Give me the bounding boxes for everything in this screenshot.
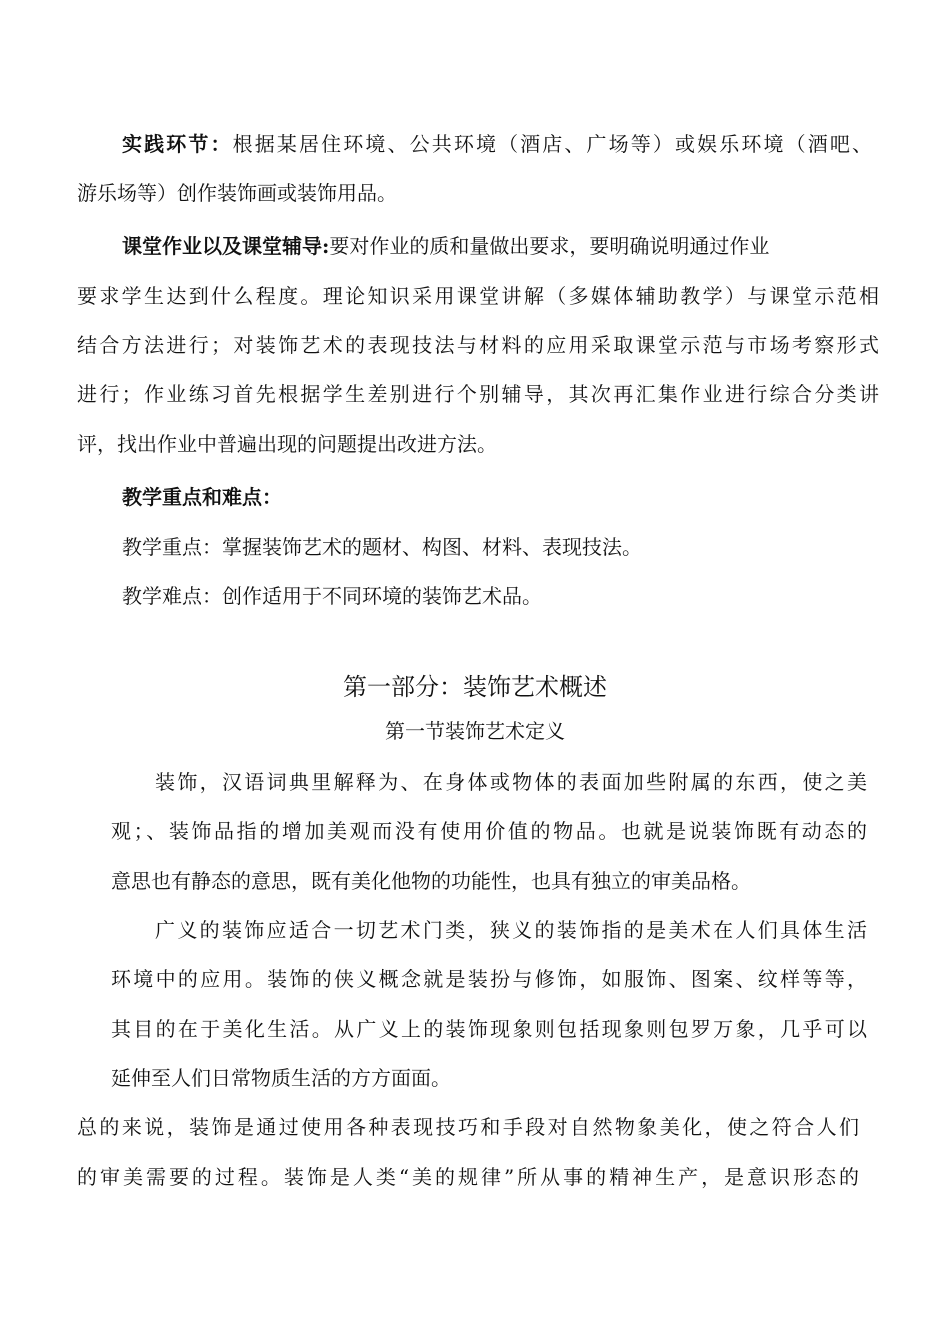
para2-line-3: 其目的在于美化生活。从广义上的装饰现象则包括现象则包罗万象，几乎可以 <box>111 1017 867 1041</box>
practice-line-2: 游乐场等）创作装饰画或装饰用品。 <box>77 181 397 205</box>
homework-text-1: 要对作业的质和量做出要求，要明确说明通过作业 <box>329 234 770 258</box>
homework-line-2: 要求学生达到什么程度。理论知识采用课堂讲解（多媒体辅助教学）与课堂示范相 <box>77 284 879 308</box>
homework-line-1 <box>122 233 769 259</box>
teaching-focus: 教学重点：掌握装饰艺术的题材、构图、材料、表现技法。 <box>122 535 642 559</box>
homework-line-3: 结合方法进行；对装饰艺术的表现技法与材料的应用采取课堂示范与市场考察形式 <box>77 333 879 357</box>
para3-line-1: 总的来说，装饰是通过使用各种表现技巧和手段对自然物象美化，使之符合人们 <box>77 1115 859 1139</box>
teaching-difficulty: 教学难点：创作适用于不同环境的装饰艺术品。 <box>122 584 542 608</box>
para1-line-2: 观；、装饰品指的增加美观而没有使用价值的物品。也就是说装饰既有动态的 <box>111 819 867 843</box>
practice-heading: 实践环节： <box>122 132 233 156</box>
homework-heading: 课堂作业以及课堂辅导: <box>122 234 330 258</box>
para1-line-1: 装饰，汉语词典里解释为、在身体或物体的表面加些附属的东西，使之美 <box>155 770 867 794</box>
para2-line-2: 环境中的应用。装饰的侠义概念就是装扮与修饰，如服饰、图案、纹样等等， <box>111 967 867 991</box>
para3-line-2: 的审美需要的过程。装饰是人类“美的规律”所从事的精神生产，是意识形态的 <box>77 1165 859 1189</box>
practice-text-1: 根据某居住环境、公共环境（酒店、广场等）或娱乐环境（酒吧、 <box>232 132 873 156</box>
practice-line-1 <box>122 131 872 157</box>
homework-line-4: 进行；作业练习首先根据学生差别进行个别辅导，其次再汇集作业进行综合分类讲 <box>77 382 879 406</box>
homework-line-5: 评，找出作业中普遍出现的问题提出改进方法。 <box>77 432 497 456</box>
para1-line-3: 意思也有静态的意思，既有美化他物的功能性，也具有独立的审美品格。 <box>111 869 751 893</box>
section-title: 第一节装饰艺术定义 <box>385 719 565 743</box>
keypoints-heading: 教学重点和难点： <box>122 485 282 509</box>
para2-line-4: 延伸至人们日常物质生活的方方面面。 <box>111 1066 451 1090</box>
para2-line-1: 广义的装饰应适合一切艺术门类，狭义的装饰指的是美术在人们具体生活 <box>155 918 867 942</box>
part-title: 第一部分：装饰艺术概述 <box>343 673 607 701</box>
